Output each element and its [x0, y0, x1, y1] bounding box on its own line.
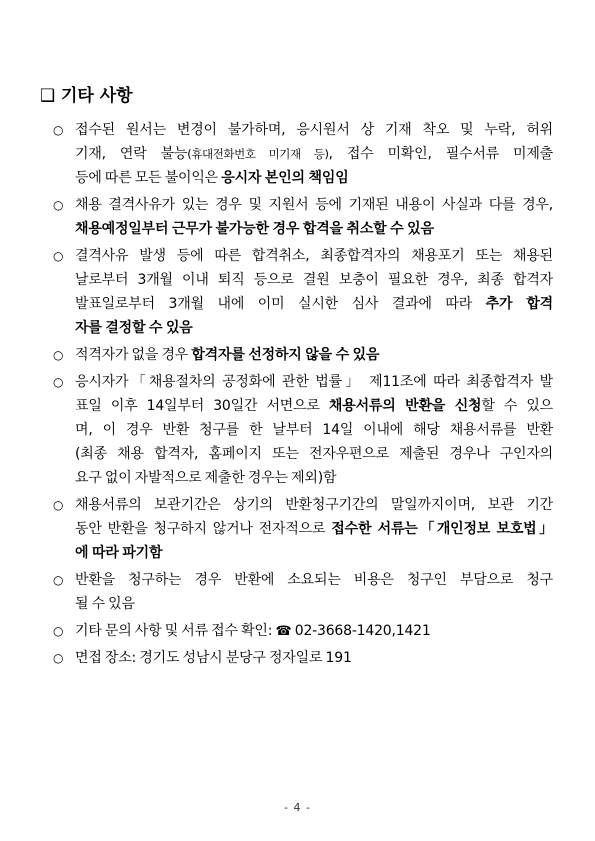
emphasis-text: 접수한 서류는「개인정보 보호법」 — [331, 521, 553, 537]
notice-item-body — [75, 244, 553, 340]
item-line — [75, 442, 553, 466]
phone-number: 02-3668-1420,1421 — [291, 623, 431, 639]
emphasis-text: 추가 합격 — [485, 296, 553, 312]
item-text: 접수된 원서는 변경이 불가하며, 응시원서 상 기재 착오 및 누락, 허위 — [75, 122, 553, 138]
notice-item-applicant-responsibility — [50, 118, 553, 190]
notice-item-disqualification — [50, 193, 553, 241]
notice-item-additional-pass — [50, 244, 553, 340]
item-text: 기재, 연락 불능 — [75, 146, 188, 162]
notice-item-return-cost — [50, 568, 553, 616]
square-bullet-icon: ❑ — [40, 86, 56, 106]
item-line — [75, 619, 553, 643]
emphasis-text: 응시자 본인의 책임임 — [221, 170, 349, 186]
item-text: , 접수 미확인, 필수서류 미제출 — [328, 146, 553, 162]
item-text: 할 수 있으 — [481, 398, 554, 414]
item-line — [75, 568, 553, 592]
circle-bullet-icon: ○ — [53, 375, 64, 389]
item-text: (최종 채용 합격자, 홈페이지 또는 전자우편으로 제출된 경우나 구인자의 — [75, 446, 553, 462]
item-line — [75, 166, 553, 190]
item-line — [75, 217, 553, 241]
notice-item-body — [75, 568, 553, 616]
item-note-text: (휴대전화번호 미기재 등) — [187, 147, 329, 161]
page-number: - 4 - — [284, 801, 311, 814]
circle-bullet-icon: ○ — [53, 348, 64, 362]
emphasis-text: 채용예정일부터 근무가 불가능한 경우 합격을 취소할 수 있음 — [75, 221, 434, 237]
notice-item-interview-location — [50, 646, 553, 670]
phone-icon: ☎ — [275, 624, 292, 639]
notice-item-body — [75, 370, 553, 490]
item-line — [75, 292, 553, 316]
circle-bullet-icon: ○ — [53, 624, 64, 638]
section-title: 기타 사항 — [61, 86, 133, 106]
item-line — [75, 517, 553, 541]
item-text: 될 수 있음 — [75, 596, 135, 612]
item-line — [75, 592, 553, 616]
item-text: 발표일로부터 3개월 내에 이미 실시한 심사 결과에 따라 — [75, 296, 486, 312]
emphasis-text: 자를 결정할 수 있음 — [75, 320, 193, 336]
item-line — [75, 418, 553, 442]
item-line — [75, 394, 553, 418]
emphasis-text: 채용서류의 반환을 신청 — [328, 398, 482, 414]
notice-item-body — [75, 193, 553, 241]
section-heading — [40, 84, 133, 108]
notice-item-body — [75, 343, 553, 367]
item-line — [75, 193, 553, 217]
circle-bullet-icon: ○ — [53, 198, 64, 212]
item-text: 기타 문의 사항 및 서류 접수 확인: — [75, 623, 276, 639]
notice-item-contact — [50, 619, 553, 643]
item-line — [75, 268, 553, 292]
item-line — [75, 493, 553, 517]
circle-bullet-icon: ○ — [53, 573, 64, 587]
circle-bullet-icon: ○ — [53, 498, 64, 512]
notice-item-document-return — [50, 370, 553, 490]
item-line — [75, 646, 553, 670]
item-text: 적격자가 없을 경우 — [75, 347, 192, 363]
item-text: 동안 반환을 청구하지 않거나 전자적으로 — [75, 521, 332, 537]
notice-list — [50, 118, 553, 673]
item-text: 반환을 청구하는 경우 반환에 소요되는 비용은 청구인 부담으로 청구 — [75, 572, 553, 588]
item-line — [75, 244, 553, 268]
circle-bullet-icon: ○ — [53, 249, 64, 263]
notice-item-body — [75, 646, 553, 670]
item-text: 채용서류의 보관기간은 상기의 반환청구기간의 말일까지이며, 보관 기간 — [75, 497, 553, 513]
item-text: 며, 이 경우 반환 청구를 한 날부터 14일 이내에 해당 채용서류를 반환 — [75, 422, 553, 438]
item-text: 응시자가「채용절차의 공정화에 관한 법률」 제11조에 따라 최종합격자 발 — [75, 374, 553, 390]
notice-item-document-retention — [50, 493, 553, 565]
item-text: 날로부터 3개월 이내 퇴직 등으로 결원 보충이 필요한 경우, 최종 합격자 — [75, 272, 553, 288]
circle-bullet-icon: ○ — [53, 123, 64, 137]
item-text: 면접 장소: 경기도 성남시 분당구 정자일로 191 — [75, 650, 352, 666]
item-text: 표일 이후 14일부터 30일간 서면으로 — [75, 398, 329, 414]
item-line — [75, 316, 553, 340]
circle-bullet-icon: ○ — [53, 651, 64, 665]
item-line — [75, 370, 553, 394]
notice-item-body — [75, 493, 553, 565]
item-line — [75, 118, 553, 142]
item-text: 요구 없이 자발적으로 제출한 경우는 제외)함 — [75, 470, 337, 486]
emphasis-text: 에 따라 파기함 — [75, 545, 163, 561]
item-line — [75, 466, 553, 490]
item-line — [75, 541, 553, 565]
notice-item-body — [75, 619, 553, 643]
notice-item-no-qualified-candidate — [50, 343, 553, 367]
notice-item-body — [75, 118, 553, 190]
item-text: 등에 따른 모든 불이익은 — [75, 170, 222, 186]
item-text: 결격사유 발생 등에 따른 합격취소, 최종합격자의 채용포기 또는 채용된 — [75, 248, 553, 264]
emphasis-text: 합격자를 선정하지 않을 수 있음 — [191, 347, 380, 363]
item-line — [75, 142, 553, 166]
item-text: 채용 결격사유가 있는 경우 및 지원서 등에 기재된 내용이 사실과 다를 경우, — [75, 197, 553, 213]
item-line — [75, 343, 553, 367]
